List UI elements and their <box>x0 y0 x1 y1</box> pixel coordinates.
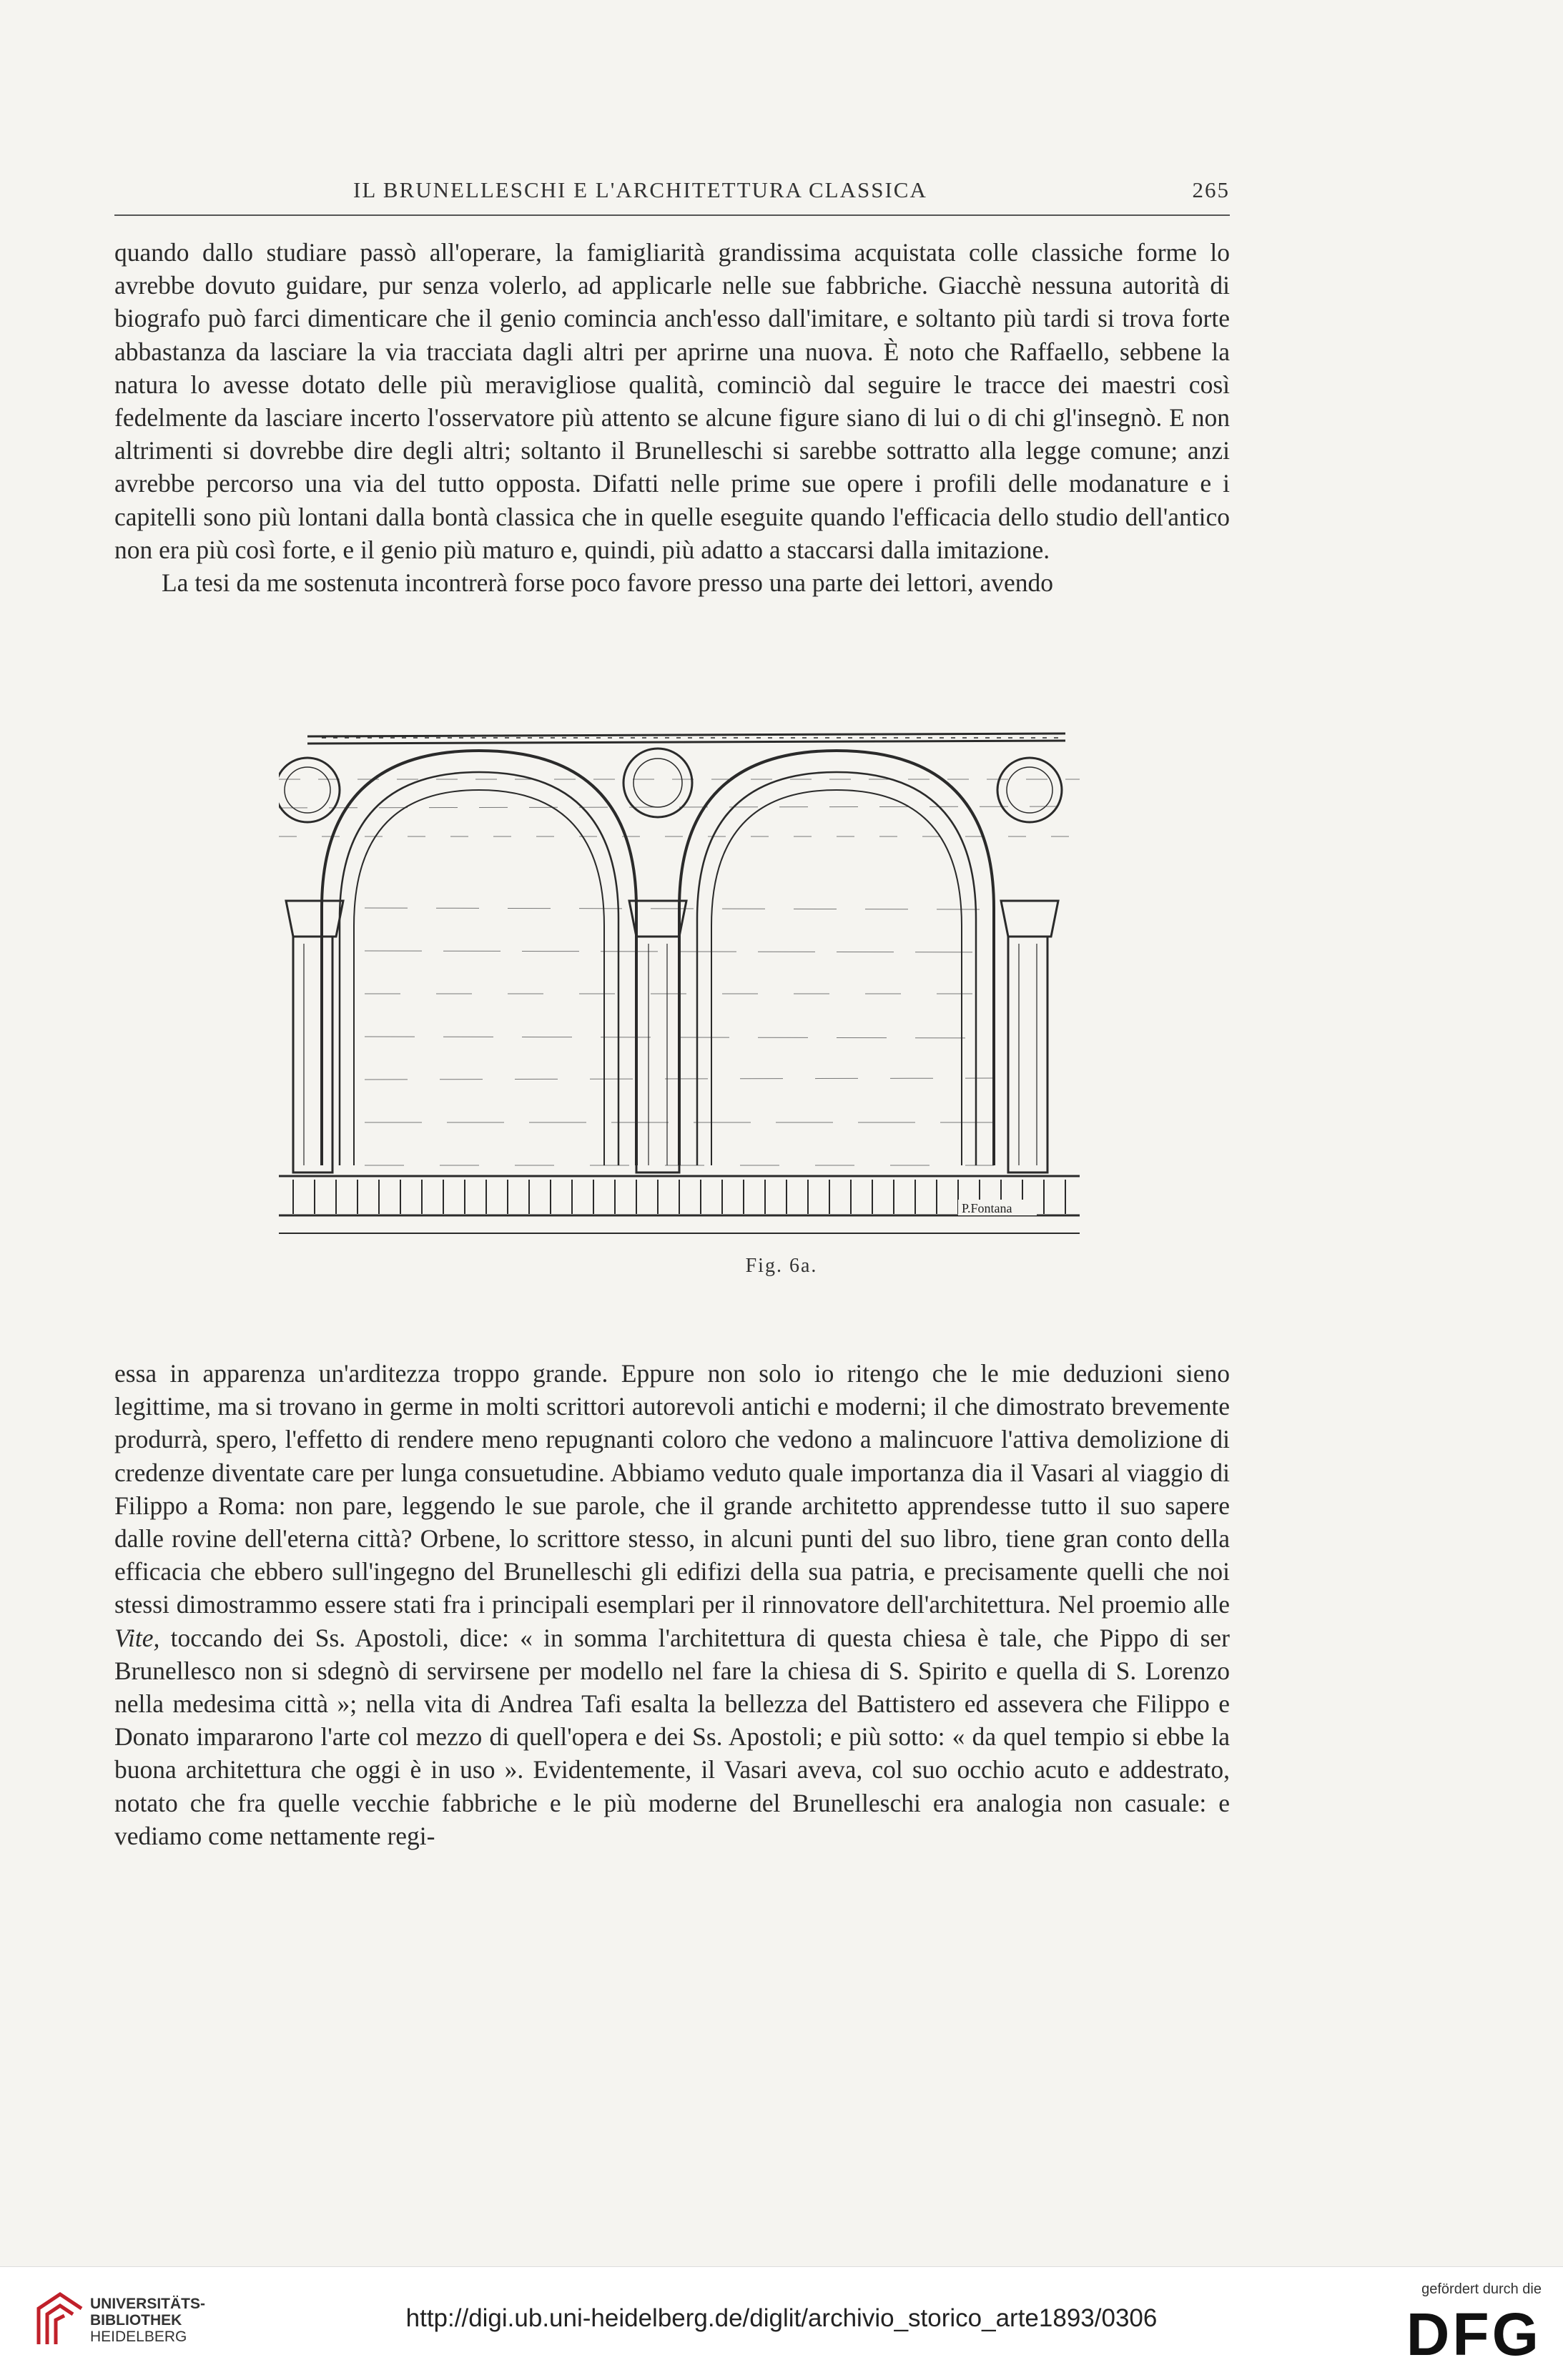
figure-caption: Fig. 6a. <box>745 1255 818 1277</box>
arcade-illustration <box>279 722 1080 1248</box>
paragraph: quando dallo studiare passò all'operare, la famigliarità grandissima acquistata colle classiche forme lo avrebbe dovuto guidare, pur senza volerlo, ad applicarle nelle sue fabbriche. Giacchè nessuna autorità di biografo può farci dimenticare che il genio comincia anch'esso dall'imitare, e soltanto più tardi si trova forte abbastanza da lasciare la via tracciata dagli altri per aprirne una nuova. È noto che Raffaello, sebbene la natura lo avesse dotato delle più meravigliose qualità, cominciò dal seguire le tracce dei maestri così fedelmente da lasciare incerto l'osservatore più attento se alcune figure siano di lui o di chi gl'insegnò. E non altrimenti si dovrebbe dire degli altri; soltanto il Brunelleschi si sarebbe sottratto alla legge comune; anzi avrebbe percorso una via del tutto opposta. Difatti nelle prime sue opere i profili delle modanature e i capitelli sono più lontani dalla bontà classica che in quelle eseguite quando l'efficacia dello studio dell'antico non era più così forte, e il genio più maturo e, quindi, più adatto a staccarsi dalla imitazione. <box>114 238 1230 564</box>
header-rule <box>114 214 1230 216</box>
paragraph-part: essa in apparenza un'arditezza troppo grande. Eppure non solo io ritengo che le mie deduzioni sieno legittime, ma si trovano in germe in molti scrittori autorevoli antichi e moderni; il che dimostrato brevemente produrrà, spero, l'effetto di rendere meno repugnanti coloro che vedono a malincuore l'attiva demolizione di credenze diventate care per lunga consuetudine. Abbiamo veduto quale importanza dia il Vasari al viaggio di Filippo a Roma: non pare, leggendo le sue parole, che il grande architetto apprendesse tutto il suo sapere dalle rovine dell'eterna città? Orbene, lo scrittore stesso, in alcuni punti del suo libro, tiene gran conto della efficacia che ebbero sull'ingegno del Brunelleschi gli edifizi della sua patria, e precisamente quelli che noi stessi dimostrammo essere stati fra i principali esemplari per il rinnovatore dell'architettura. Nel proemio alle <box>114 1359 1230 1619</box>
paragraph: La tesi da me sostenuta incontrerà forse poco favore presso una parte dei lettori, avendo <box>162 568 1053 598</box>
page-number: 265 <box>1192 177 1230 202</box>
library-name-line: BIBLIOTHEK <box>90 2312 182 2329</box>
text-block-before-figure <box>114 236 1230 599</box>
library-name-line: HEIDELBERG <box>90 2329 187 2345</box>
paragraph-part: toccando dei Ss. Apostoli, dice: « in somma l'architettura di questa chiesa è tale, che Pippo di ser Brunellesco non si sdegnò di servirsene per modello nel fare la chiesa di S. Spirito e quella di S. Lorenzo nella medesima città »; nella vita di Andrea Tafi esalta la bellezza del Battistero ed assevera che Filippo e Donato impararono l'arte col mezzo di quell'opera e dei Ss. Apostoli; e più sotto: « da quel tempio si ebbe la buona architettura che oggi è in uso ». Evidentemente, il Vasari aveva, col suo occhio acuto e addestrato, notato che fra quelle vecchie fabbriche e le più moderne del Brunelleschi era analogia non casuale: e vediamo come nettamente regi- <box>114 1623 1230 1850</box>
library-name-line: UNIVERSITÄTS- <box>90 2296 206 2312</box>
text-block-after-figure <box>114 1357 1230 1852</box>
italic-title: Vite, <box>114 1623 160 1652</box>
digitization-footer <box>0 2266 1563 2380</box>
running-title: IL BRUNELLESCHI E L'ARCHITETTURA CLASSICA <box>353 177 927 202</box>
funder-label: gefördert durch die <box>1421 2281 1542 2297</box>
dfg-logo: DFG <box>1406 2301 1542 2368</box>
arcade-drawing <box>279 722 1080 1248</box>
paragraph <box>114 1357 1230 1852</box>
illustrator-signature: P.Fontana <box>962 1201 1012 1215</box>
running-head <box>114 177 1230 206</box>
permalink-url[interactable]: http://digi.ub.uni-heidelberg.de/diglit/archivio_storico_arte1893/0306 <box>405 2304 1158 2332</box>
